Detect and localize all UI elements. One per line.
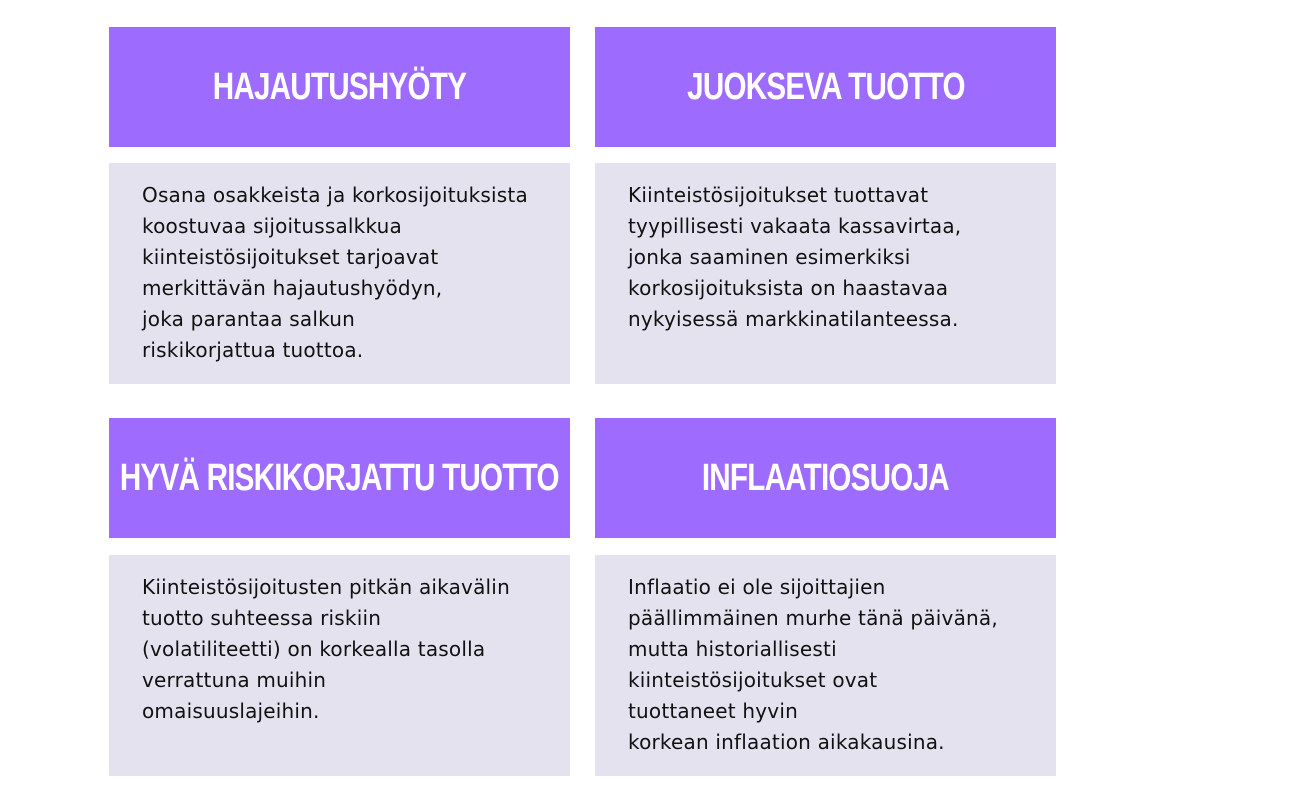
- card-body-hyva-riskikorjattu-tuotto: [109, 555, 570, 776]
- card-body-hajautushyoty: [109, 163, 570, 384]
- card-body-juokseva-tuotto: [595, 163, 1056, 384]
- card-header-inflaatiosuoja: [595, 418, 1056, 538]
- card-header-juokseva-tuotto: [595, 27, 1056, 147]
- card-title: HAJAUTUSHYÖTY: [212, 65, 467, 108]
- card-body-inflaatiosuoja: [595, 555, 1056, 776]
- card-description: Kiinteistösijoitusten pitkän aikavälin tuotto suhteessa riskiin (volatiliteetti) on korkealla tasolla verrattuna muihin omaisuuslajeihin.: [142, 575, 510, 723]
- card-description: Kiinteistösijoitukset tuottavat tyypillisesti vakaata kassavirtaa, jonka saaminen esimerkiksi korkosijoituksista on haastavaa nykyisessä markkinatilanteessa.: [628, 183, 962, 331]
- card-header-hyva-riskikorjattu-tuotto: [109, 418, 570, 538]
- card-description: Osana osakkeista ja korkosijoituksista koostuvaa sijoitussalkkua kiinteistösijoitukset tarjoavat merkittävän hajautushyödyn, joka parantaa salkun riskikorjattua tuottoa.: [142, 183, 528, 362]
- card-title: INFLAATIOSUOJA: [701, 456, 950, 499]
- card-description: Inflaatio ei ole sijoittajien päällimmäinen murhe tänä päivänä, mutta historiallisesti kiinteistösijoitukset ovat tuottaneet hyvin korkean inflaation aikakausina.: [628, 575, 998, 754]
- card-header-hajautushyoty: [109, 27, 570, 147]
- card-title: HYVÄ RISKIKORJATTU TUOTTO: [120, 456, 559, 499]
- card-title: JUOKSEVA TUOTTO: [686, 65, 965, 108]
